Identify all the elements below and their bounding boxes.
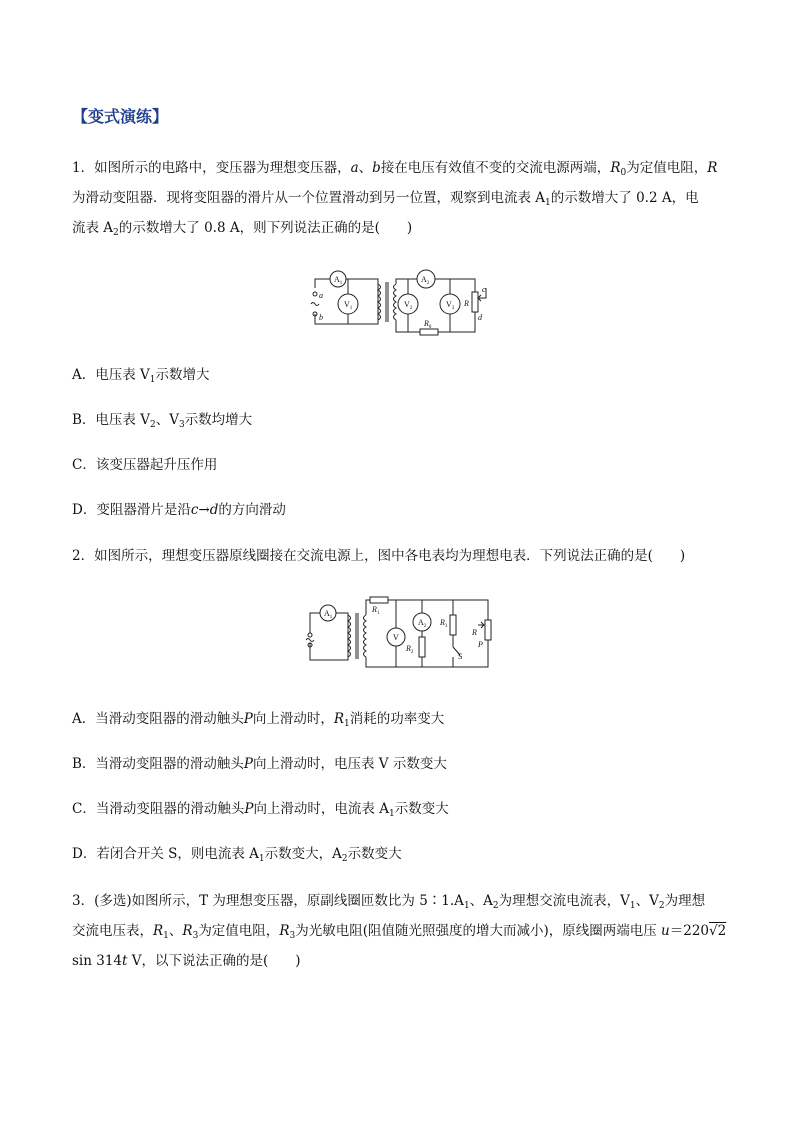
q2-option-d: D．若闭合开关 S，则电流表 $A_1$示数变大，$A_2$示数变大: [72, 846, 402, 864]
q2-option-c: C．当滑动变阻器的滑动触头P向上滑动时，电流表 $A_1$示数变大: [72, 801, 449, 819]
q2-fig-V: V: [393, 633, 399, 642]
q1-fig-R: R: [464, 299, 469, 308]
section-heading: 【变式演练】: [72, 107, 169, 126]
q1-option-a: A．电压表 $V_1$示数增大: [72, 367, 210, 385]
q1-circuit-figure: [300, 262, 500, 342]
q2-option-a: A．当滑动变阻器的滑动触头P向上滑动时，$R_1$消耗的功率变大: [72, 711, 445, 729]
q1-fig-V2: $V_2$: [404, 300, 413, 311]
q1-fig-V3: $V_3$: [446, 300, 455, 311]
q1-fig-V1: $V_1$: [344, 300, 353, 311]
q1-fig-A1: $A_1$: [334, 275, 343, 286]
q2-fig-R1: $R_1$: [372, 605, 380, 616]
q2-circuit-figure: [300, 595, 500, 670]
q1-fig-b: b: [319, 313, 323, 322]
q2-fig-R: R: [472, 628, 477, 637]
q2-stem: 2．如图所示，理想变压器原线圈接在交流电源上，图中各电表均为理想电表．下列说法正确的是( ): [72, 548, 686, 564]
q1-option-b: B．电压表 $V_2$、$V_3$示数均增大: [72, 412, 253, 430]
q2-fig-P: P: [478, 640, 483, 649]
q3-line-1: 3．(多选)如图所示，T 为理想变压器，原副线圈匝数比为 $5∶1.A_1$、$A_2$为理想交流电流表，$V_1$、$V_2$为理想: [72, 893, 706, 911]
q1-fig-c: c: [482, 285, 486, 294]
q2-fig-R2: $R_2$: [406, 644, 414, 655]
q1-option-d: D．变阻器滑片是沿c→d的方向滑动: [72, 502, 286, 518]
q1-line-2: 为滑动变阻器．现将变阻器的滑片从一个位置滑动到另一位置，观察到电流表 $A_1$的示数增大了 0.2 A，电: [72, 190, 699, 208]
q1-fig-a: a: [319, 291, 323, 300]
q3-line-3: sin 314t V，以下说法正确的是( ): [72, 953, 301, 969]
q2-fig-R3: $R_3$: [440, 618, 448, 629]
q2-fig-A2: $A_2$: [418, 618, 427, 629]
q1-option-c: C．该变压器起升压作用: [72, 457, 218, 473]
q1-line-3: 流表 $A_2$的示数增大了 0.8 A，则下列说法正确的是( ): [72, 220, 413, 238]
q1-fig-R0: $R_0$: [424, 319, 432, 330]
q2-option-b: B．当滑动变阻器的滑动触头P向上滑动时，电压表 V 示数变大: [72, 756, 447, 772]
q1-fig-A2: $A_2$: [421, 275, 430, 286]
q1-fig-d: d: [478, 313, 482, 322]
q2-fig-A1: $A_1$: [324, 609, 333, 620]
q1-line-1: 1．如图所示的电路中，变压器为理想变压器，a、b接在电压有效值不变的交流电源两端，$R_0$为定值电阻，R: [72, 160, 718, 178]
q3-line-2: 交流电压表，$R_1$、$R_3$为定值电阻，$R_3$为光敏电阻(阻值随光照强度的增大而减小)，原线圈两端电压 u＝220√2: [72, 923, 727, 941]
q2-fig-S: S: [458, 652, 463, 661]
